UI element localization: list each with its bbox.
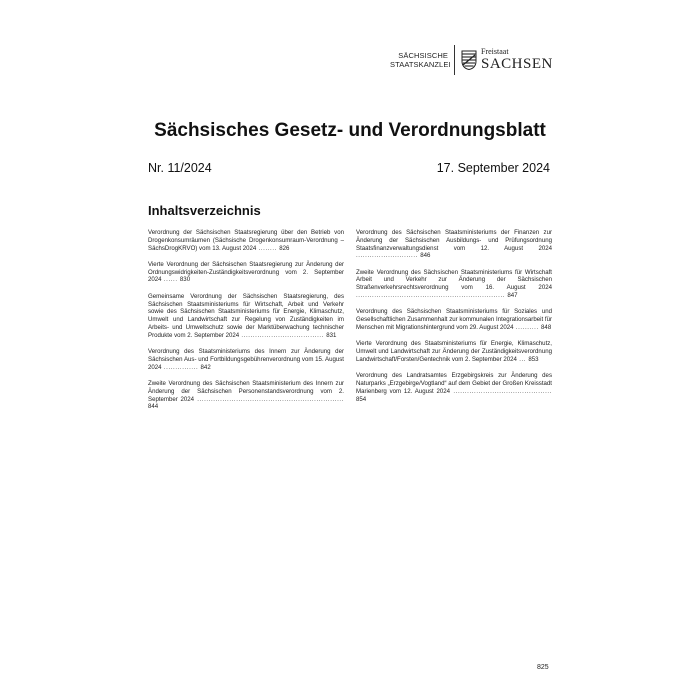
toc-leader-dots: ............... <box>161 363 201 371</box>
document-title: Sächsisches Gesetz- und Verordnungsblatt <box>154 120 546 141</box>
sachsen-label: SACHSEN <box>481 56 553 72</box>
toc-entry-page: 844 <box>148 403 159 411</box>
toc-leader-dots: ........................... <box>356 252 421 260</box>
toc-entry-text: Zweite Verordnung des Sächsischen Staatsministeriums für Wirtschaft Arbeit und Verkehr zur Änderung der Sächsischen Straßenverkehrsrechtsverordnung vom 16. August 2024 <box>356 268 552 292</box>
toc-entry-text: Gemeinsame Verordnung der Sächsischen Staatsregierung, des Sächsischen Staatsministeriums für Wirtschaft, Arbeit und Verkehr sowie des Sächsischen Staatsministeriums für Energie, Klimaschutz, Umwelt und Landwirtschaft zur Regelung von Zuständigkeiten im Arbeits- und Umweltschutz sowie der Marktüberwachung technischer Produkte vom 2. September 2024 <box>148 292 344 339</box>
toc-entry[interactable] <box>148 229 344 252</box>
toc-entry[interactable] <box>148 261 344 284</box>
toc-entry[interactable] <box>356 308 552 331</box>
toc-entry-page: 826 <box>279 244 290 252</box>
toc-entry-page: 853 <box>528 355 539 363</box>
issue-date: 17. September 2024 <box>436 161 550 175</box>
toc-leader-dots: ........................................... <box>450 387 552 395</box>
logo-divider <box>454 45 455 75</box>
toc-entry[interactable] <box>148 348 344 371</box>
toc-entry-text: Verordnung des Sächsischen Staatsministeriums der Finanzen zur Änderung der Sächsischen Ausbildungs- und Prüfungsordnung Staatsfinanzverwaltungsdienst vom 12. August 2024 <box>356 229 552 252</box>
freistaat-label: Freistaat <box>481 47 509 56</box>
toc-entry[interactable] <box>356 229 552 260</box>
issue-number: Nr. 11/2024 <box>148 161 212 175</box>
toc-entry[interactable] <box>356 269 552 300</box>
toc-entry[interactable] <box>356 340 552 363</box>
toc-entry[interactable] <box>148 380 344 411</box>
staatskanzlei-logo <box>390 51 451 69</box>
toc-entry-page: 848 <box>541 323 552 331</box>
kanzlei-line1: SÄCHSISCHE <box>398 51 448 60</box>
header-logos <box>390 44 553 76</box>
toc-entry[interactable] <box>148 293 344 340</box>
toc-entry-page: 842 <box>200 363 211 371</box>
toc-entry-text: Vierte Verordnung des Staatsministeriums für Energie, Klimaschutz, Umwelt und Landwirtschaft zur Änderung der Zuständigkeitsverordnung Landwirtschaft/Forsten/Gentechnik vom 2. September 2024 <box>356 340 552 363</box>
issue-row <box>148 161 550 175</box>
toc-leader-dots: .................................... <box>239 331 327 339</box>
page-number: 825 <box>537 664 549 671</box>
toc-entry-text: Verordnung des Landratsamtes Erzgebirgskreis zur Änderung des Naturparks „Erzgebirge/Vogtland“ auf dem Gebiet der Großen Kreisstadt Marienberg vom 12. August 2024 <box>356 372 552 395</box>
toc-leader-dots: .......... <box>513 323 542 331</box>
toc-entry-page: 831 <box>326 331 337 339</box>
toc-left-column <box>148 229 344 420</box>
toc-right-column <box>356 229 552 412</box>
toc-leader-dots: ...... <box>161 276 180 284</box>
toc-entry-page: 846 <box>420 252 431 260</box>
freistaat-sachsen-logo <box>481 48 553 72</box>
toc-entry-page: 830 <box>179 276 191 284</box>
toc-leader-dots: ................................................................. <box>356 292 508 300</box>
toc-entry-text: Verordnung des Sächsischen Staatsministeriums für Soziales und Gesellschaftlichen Zusammenhalt zur kommunalen Integrationsarbeit für Menschen mit Migrationshintergrund vom 29. August 2024 <box>356 308 552 331</box>
toc-entry-text: Verordnung des Staatsministeriums des Innern zur Änderung der Sächsischen Aus- und Fortbildungsgebührenverordnung vom 15. August 2024 <box>148 348 344 371</box>
toc-leader-dots: ........ <box>256 244 280 252</box>
kanzlei-line2: STAATSKANZLEI <box>390 60 451 69</box>
toc-entry[interactable] <box>356 372 552 403</box>
toc-entry-text: Verordnung der Sächsischen Staatsregierung über den Betrieb von Drogenkonsumräumen (Sächsische Drogenkonsumraum-Verordnung – SächsDrogKRVO) vom 13. August 2024 <box>148 229 344 252</box>
toc-entry-page: 854 <box>356 395 367 403</box>
toc-entry-page: 847 <box>507 292 518 300</box>
saxony-crest-icon <box>461 50 477 70</box>
toc-entry-text: Zweite Verordnung des Sächsischen Staatsministerium des Innern zur Änderung der Sächsischen Personenstandsverordnung vom 2. September 2024 <box>148 379 344 403</box>
toc-leader-dots: ... <box>516 355 529 363</box>
toc-heading: Inhaltsverzeichnis <box>148 203 261 218</box>
toc-leader-dots: ................................................................ <box>194 395 344 403</box>
toc-entry-text: Vierte Verordnung der Sächsischen Staatsregierung zur Änderung der Ordnungswidrigkeiten-Zuständigkeitsverordnung vom 2. September 2024 <box>148 260 344 284</box>
